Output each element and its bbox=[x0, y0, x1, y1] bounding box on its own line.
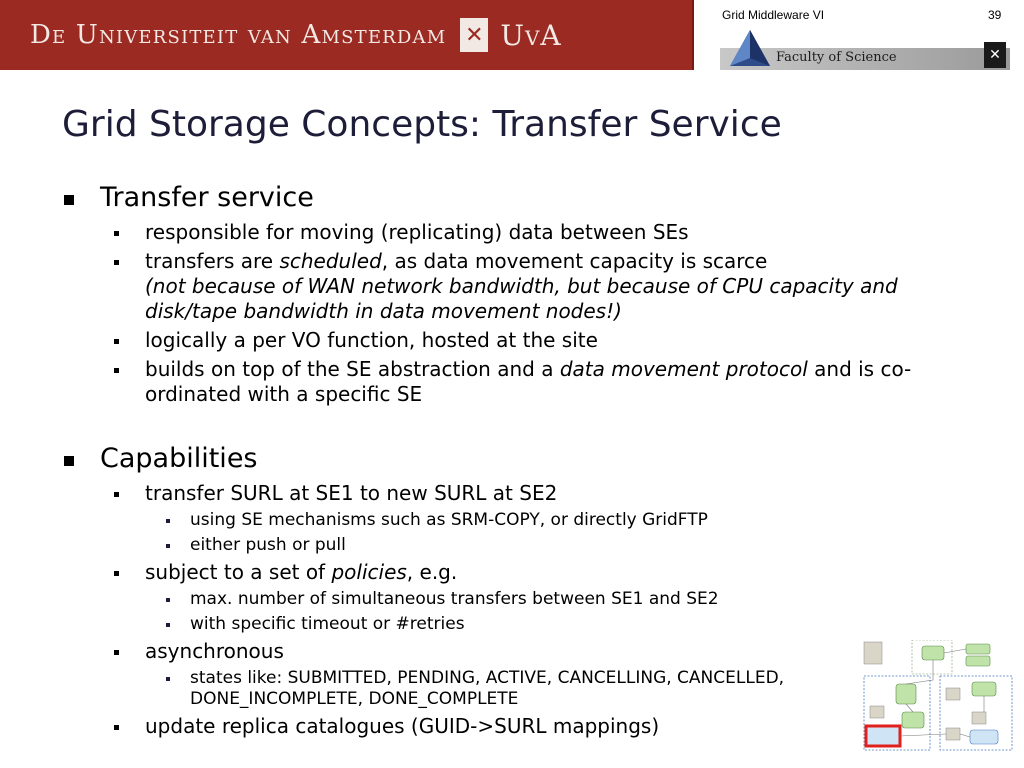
item-text: subject to a set of bbox=[145, 560, 332, 584]
item-text: logically a per VO function, hosted at the site bbox=[145, 328, 598, 352]
diagram-node bbox=[896, 684, 916, 704]
item-text: and is co-ordinated with a specific SE bbox=[145, 357, 912, 406]
diagram-node bbox=[972, 682, 996, 696]
item-emphasis: policies bbox=[331, 560, 407, 584]
highlighted-transfer-service bbox=[866, 726, 900, 746]
uva-crest-icon: ✕ bbox=[460, 18, 488, 52]
server-icon bbox=[864, 642, 882, 664]
slide-body bbox=[62, 180, 962, 739]
faculty-logo bbox=[720, 26, 1010, 70]
sub-list-item bbox=[62, 589, 962, 610]
sub-item-text: using SE mechanisms such as SRM-COPY, or directly GridFTP bbox=[190, 510, 708, 530]
sub-item-text: with specific timeout or #retries bbox=[190, 614, 465, 634]
item-text: , e.g. bbox=[406, 560, 458, 584]
course-name: Grid Middleware VI bbox=[722, 8, 825, 22]
server-icon bbox=[972, 712, 986, 724]
item-text: transfer SURL at SE1 to new SURL at SE2 bbox=[145, 481, 558, 505]
list-item bbox=[62, 357, 962, 407]
faculty-label: Faculty of Science bbox=[776, 50, 897, 65]
uva-banner bbox=[0, 0, 694, 70]
diagram-node bbox=[966, 656, 990, 666]
page-number: 39 bbox=[988, 8, 1002, 22]
sub-list-item bbox=[62, 535, 962, 556]
diagram-node bbox=[902, 712, 924, 728]
banner-uva-label: UvA bbox=[500, 18, 562, 52]
item-text: update replica catalogues (GUID->SURL mappings) bbox=[145, 714, 660, 738]
server-icon bbox=[946, 728, 960, 740]
slide-title: Grid Storage Concepts: Transfer Service bbox=[62, 104, 782, 145]
list-item bbox=[62, 639, 962, 664]
item-emphasis: scheduled bbox=[279, 249, 382, 273]
sub-list-item bbox=[62, 668, 790, 710]
list-item bbox=[62, 714, 962, 739]
pyramid-icon bbox=[726, 26, 774, 70]
diagram-node bbox=[970, 730, 998, 744]
diagram-node bbox=[922, 646, 944, 660]
list-item bbox=[62, 481, 962, 506]
sub-item-text: states like: SUBMITTED, PENDING, ACTIVE, CANCELLING, CANCELLED, DONE_INCOMPLETE, DONE_COMPLETE bbox=[190, 668, 785, 709]
item-text: responsible for moving (replicating) data between SEs bbox=[145, 220, 689, 244]
item-text: transfers are bbox=[145, 249, 280, 273]
item-emphasis: data movement protocol bbox=[559, 357, 808, 381]
item-note: (not because of WAN network bandwidth, but because of CPU capacity and disk/tape bandwidth in data movement nodes!) bbox=[145, 274, 898, 323]
transfer-architecture-diagram bbox=[862, 640, 1014, 752]
section-heading: Capabilities bbox=[62, 441, 962, 477]
sub-item-text: either push or pull bbox=[190, 535, 346, 555]
diagram-node bbox=[966, 644, 990, 654]
list-item bbox=[62, 249, 962, 324]
section-heading: Transfer service bbox=[62, 180, 962, 216]
server-icon bbox=[870, 706, 884, 718]
list-item bbox=[62, 560, 962, 585]
server-icon bbox=[946, 688, 960, 700]
item-text: , as data movement capacity is scarce bbox=[381, 249, 768, 273]
faculty-crest-icon: ✕ bbox=[984, 42, 1006, 68]
list-item bbox=[62, 328, 962, 353]
sub-list-item bbox=[62, 614, 962, 635]
item-text: builds on top of the SE abstraction and a bbox=[145, 357, 560, 381]
sub-list-item bbox=[62, 510, 962, 531]
item-text: asynchronous bbox=[145, 639, 284, 663]
banner-title: De Universiteit van Amsterdam bbox=[30, 20, 447, 50]
list-item bbox=[62, 220, 962, 245]
sub-item-text: max. number of simultaneous transfers between SE1 and SE2 bbox=[190, 589, 719, 609]
